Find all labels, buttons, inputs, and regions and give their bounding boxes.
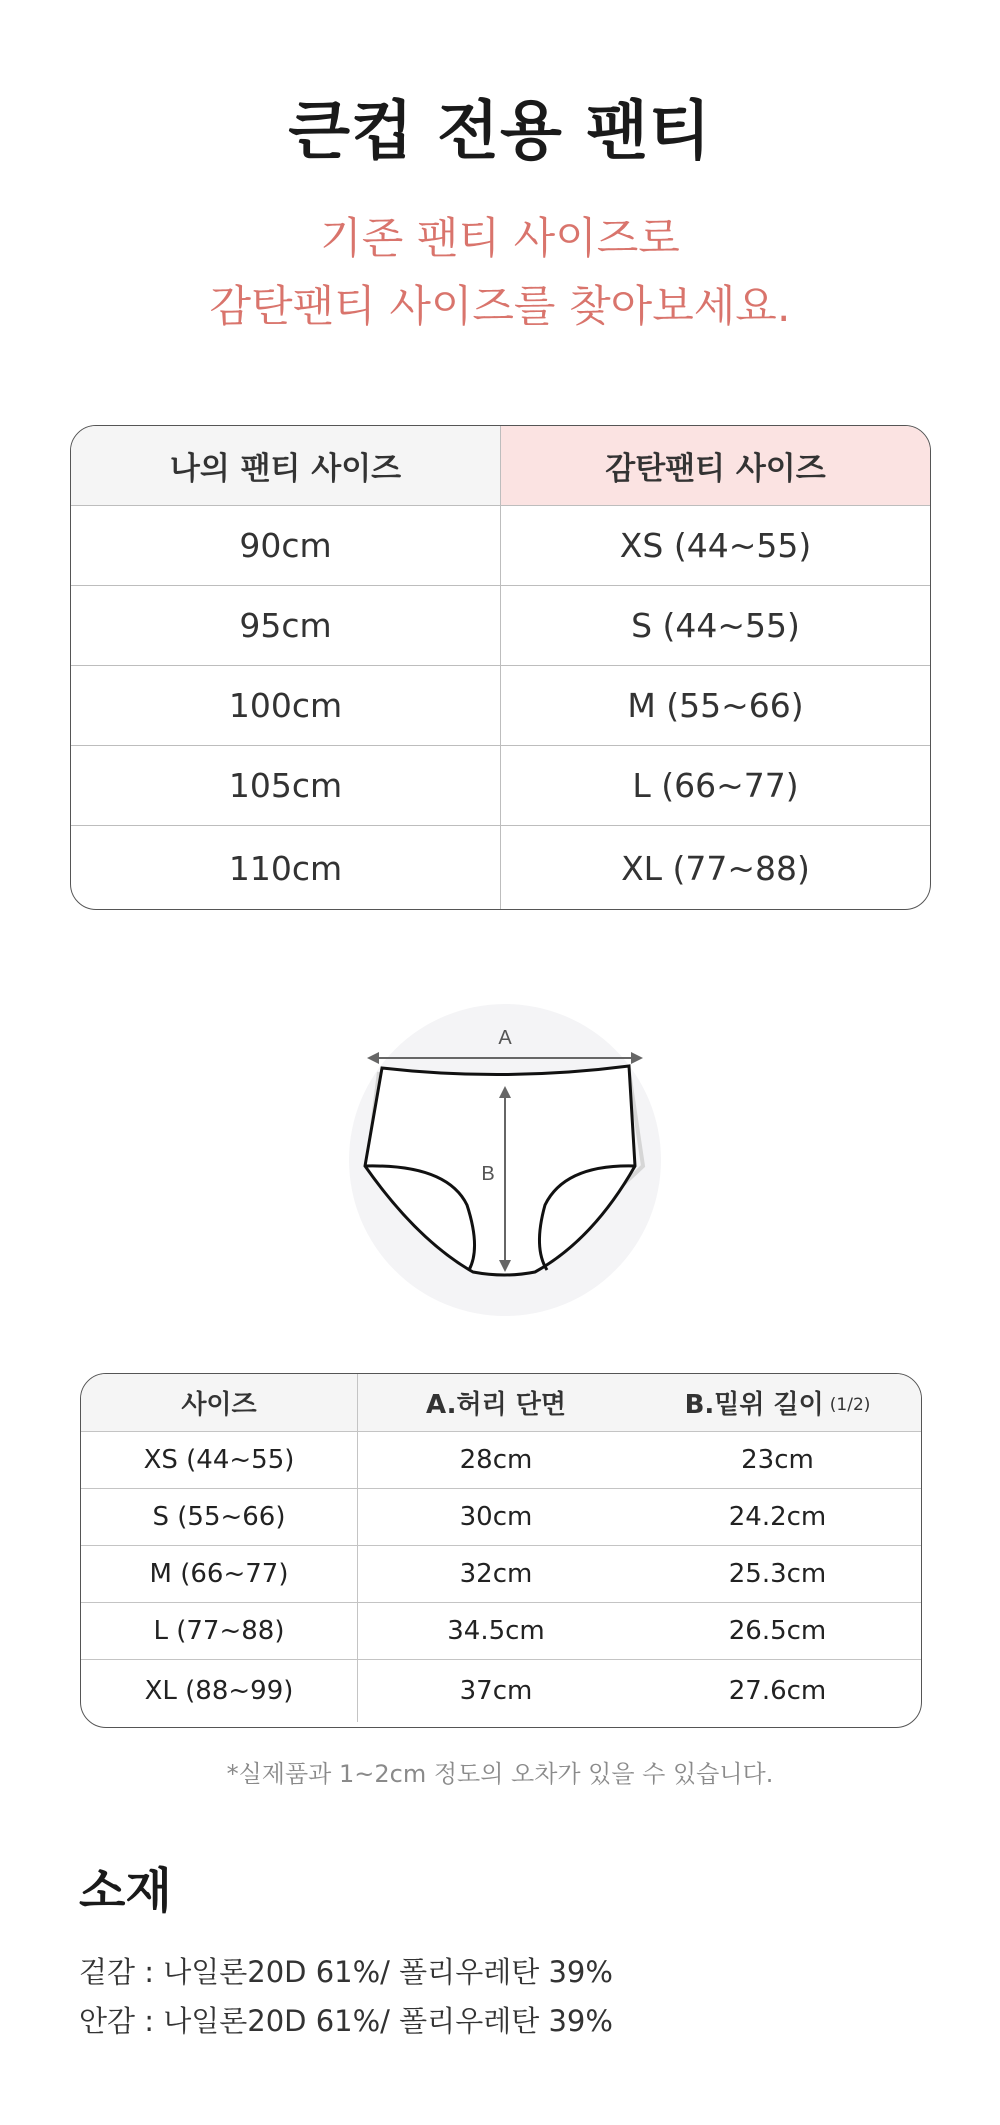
table-header-row	[81, 1374, 921, 1432]
size-cell: XS (44~55)	[81, 1432, 358, 1488]
waist-cell: 34.5cm	[447, 1616, 545, 1646]
waist-cell: 30cm	[459, 1502, 533, 1532]
table-row	[71, 826, 930, 910]
subtitle-line-1: 기존 팬티 사이즈로	[320, 214, 680, 264]
table-row	[71, 586, 930, 666]
table-header-row	[71, 426, 930, 506]
size-cell: XL (88~99)	[81, 1660, 358, 1722]
rise-cell: 23cm	[741, 1445, 814, 1475]
my-size-cell: 110cm	[71, 826, 501, 910]
table-row	[81, 1489, 921, 1546]
size-match-table	[70, 425, 931, 910]
label-a: A	[498, 1027, 512, 1049]
error-footnote: *실제품과 1~2cm 정도의 오차가 있을 수 있습니다.	[226, 1760, 774, 1788]
header-waist: A.허리 단면	[426, 1390, 566, 1420]
page-title: 큰컵 전용 팬티	[288, 95, 712, 169]
table-row	[81, 1546, 921, 1603]
size-cell: S (55~66)	[81, 1489, 358, 1545]
material-title: 소재	[79, 1863, 172, 1919]
rise-cell: 27.6cm	[728, 1676, 827, 1706]
waist-cell: 32cm	[459, 1559, 533, 1589]
header-my-size: 나의 팬티 사이즈	[71, 426, 501, 505]
panty-measurement-diagram	[345, 1000, 665, 1320]
brand-size-cell: L (66~77)	[632, 766, 799, 805]
waist-cell: 37cm	[459, 1676, 533, 1706]
header-rise-label: B.밑위 길이	[684, 1390, 824, 1420]
header-size: 사이즈	[81, 1374, 358, 1431]
measurement-table	[80, 1373, 922, 1728]
header-rise	[634, 1374, 921, 1431]
arrow-a-left-head	[367, 1052, 379, 1064]
label-b: B	[481, 1163, 495, 1185]
brand-size-cell: M (55~66)	[627, 686, 804, 725]
brand-size-cell: S (44~55)	[631, 606, 800, 645]
my-size-cell: 100cm	[71, 666, 501, 745]
table-row	[81, 1603, 921, 1660]
my-size-cell: 90cm	[71, 506, 501, 585]
material-inner: 안감 : 나일론20D 61%/ 폴리우레탄 39%	[79, 2004, 613, 2038]
table-row	[71, 746, 930, 826]
my-size-cell: 95cm	[71, 586, 501, 665]
arrow-a-right-head	[631, 1052, 643, 1064]
my-size-cell: 105cm	[71, 746, 501, 825]
size-cell: M (66~77)	[81, 1546, 358, 1602]
header-brand-size: 감탄팬티 사이즈	[501, 426, 930, 505]
brand-size-cell: XL (77~88)	[621, 849, 810, 888]
table-row	[81, 1660, 921, 1722]
material-outer: 겉감 : 나일론20D 61%/ 폴리우레탄 39%	[79, 1955, 613, 1989]
brand-size-cell: XS (44~55)	[619, 526, 812, 565]
table-row	[71, 666, 930, 746]
subtitle-line-2: 감탄팬티 사이즈를 찾아보세요.	[209, 282, 791, 332]
waist-cell: 28cm	[459, 1445, 533, 1475]
header-rise-note: (1/2)	[829, 1394, 871, 1415]
size-cell: L (77~88)	[81, 1603, 358, 1659]
table-row	[71, 506, 930, 586]
rise-cell: 26.5cm	[728, 1616, 827, 1646]
rise-cell: 25.3cm	[728, 1559, 827, 1589]
table-row	[81, 1432, 921, 1489]
rise-cell: 24.2cm	[728, 1502, 827, 1532]
